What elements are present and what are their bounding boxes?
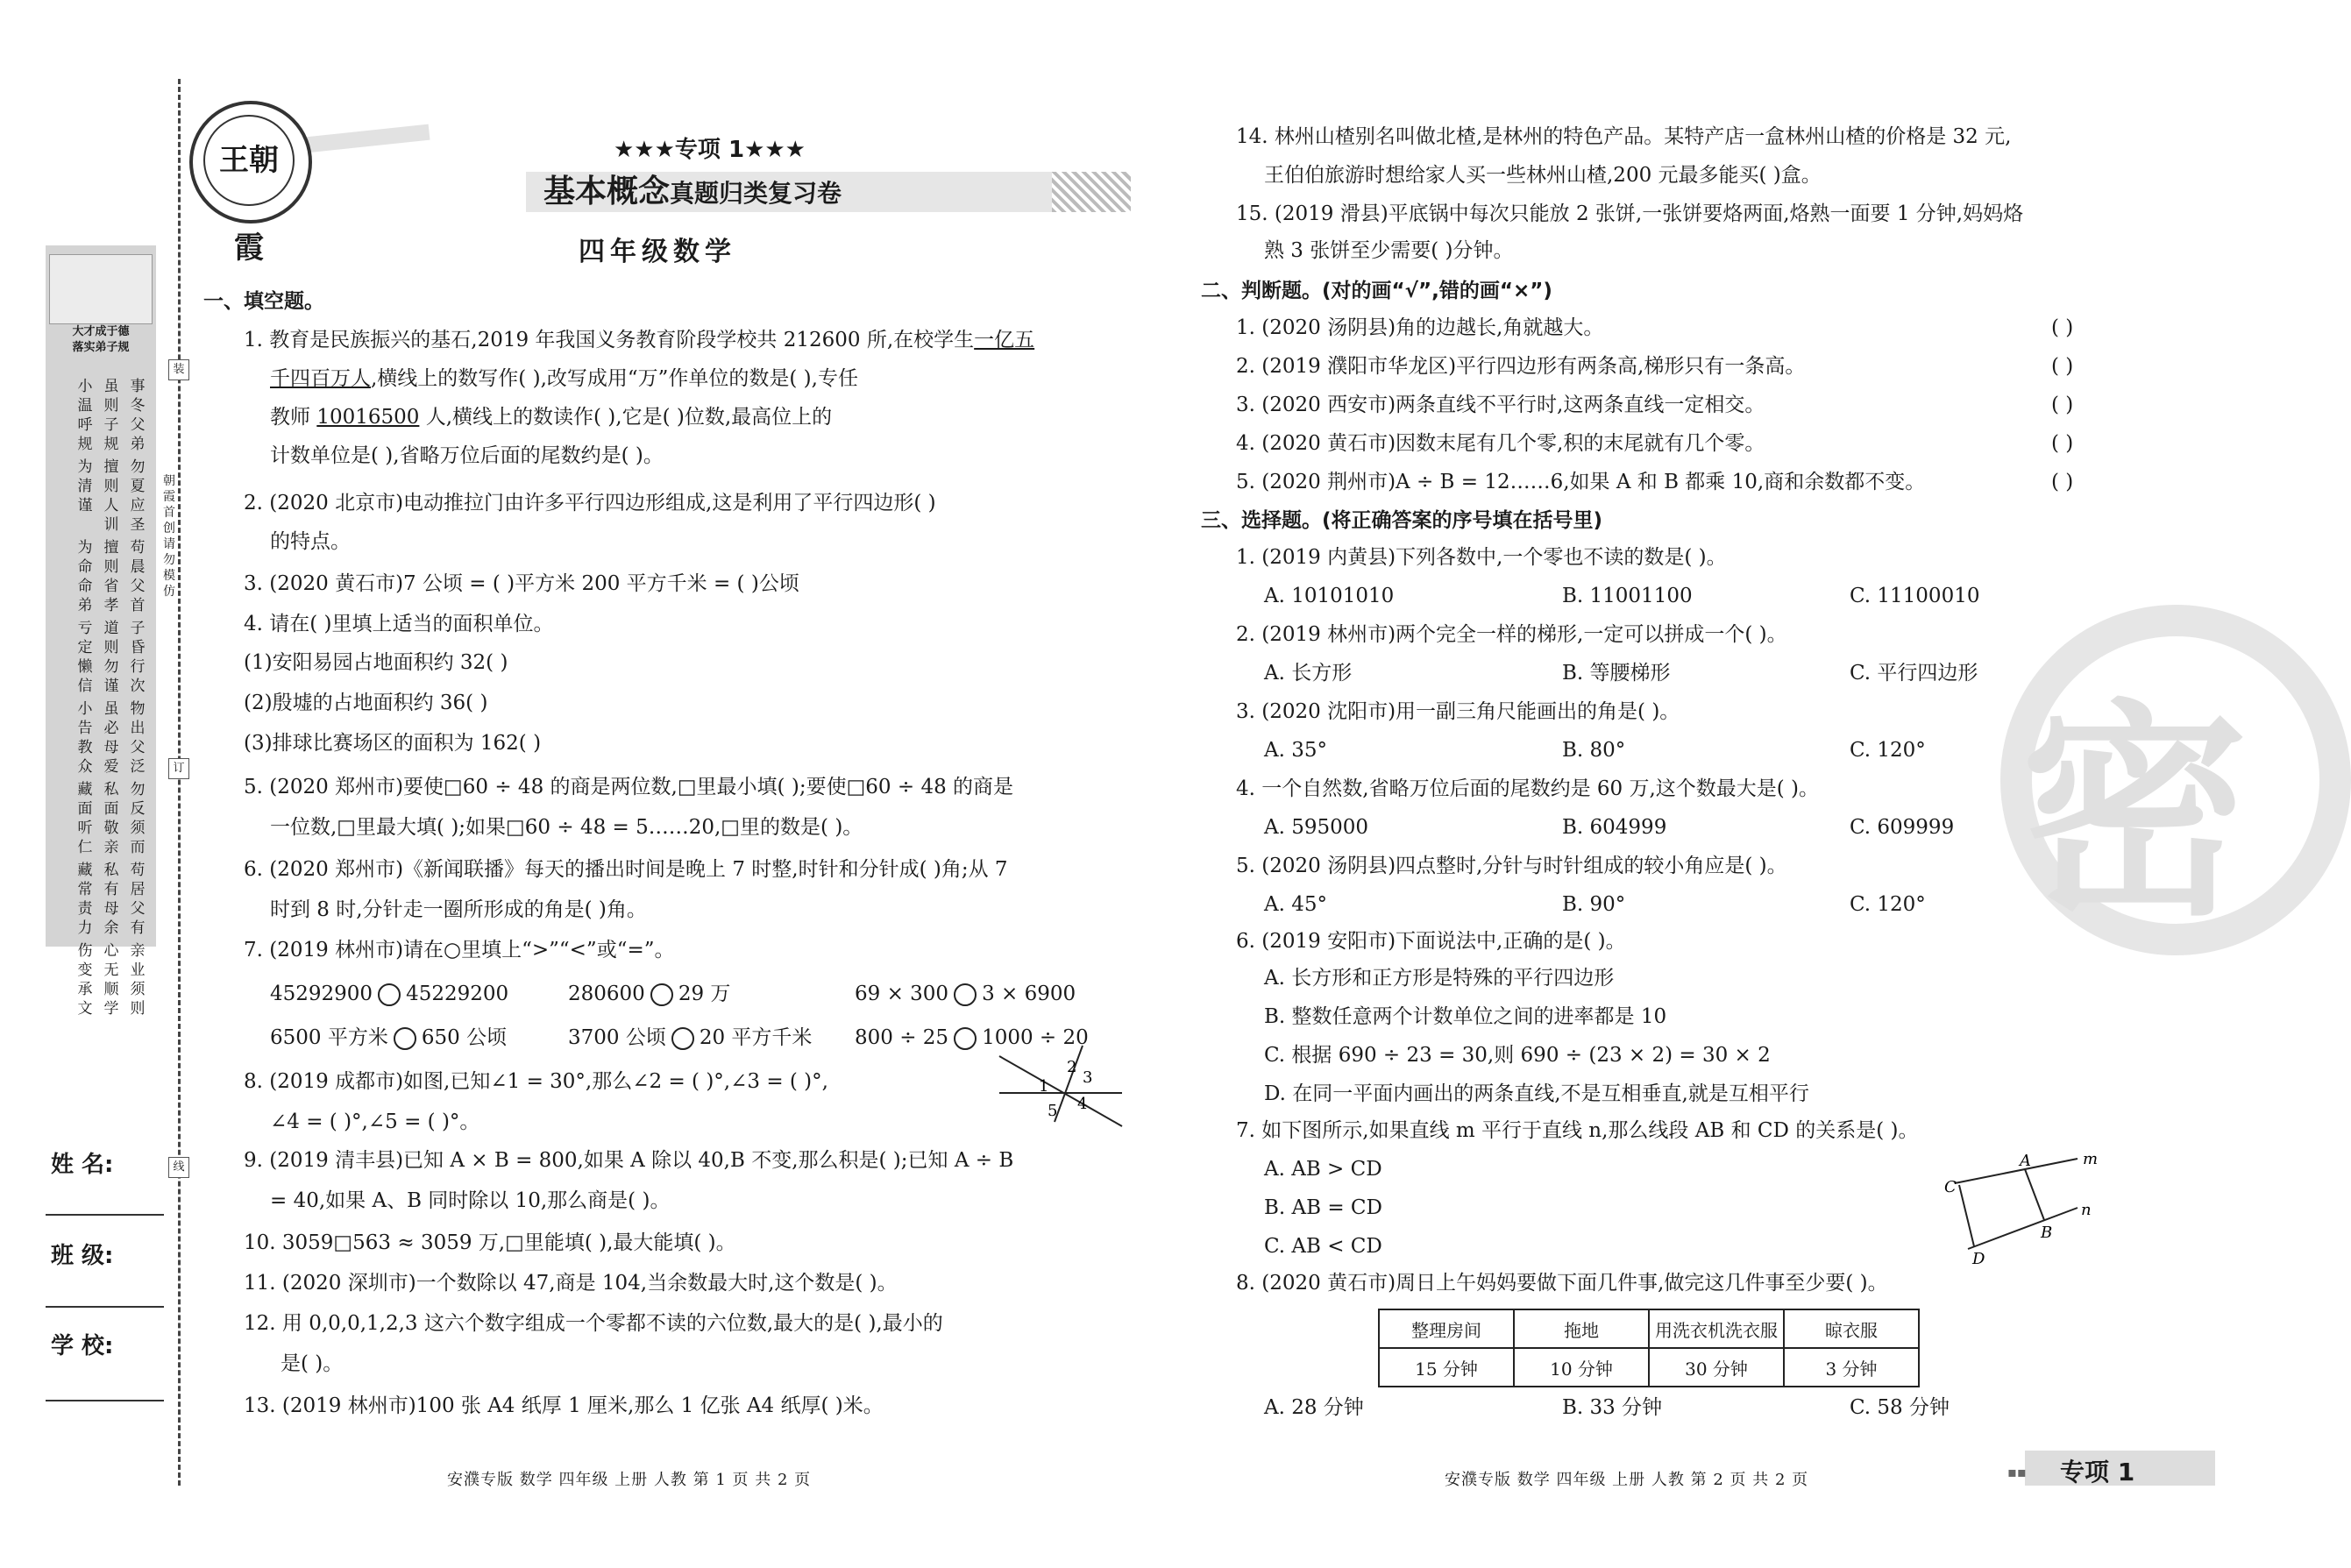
cmp-5a: 3700 公顷	[568, 1026, 666, 1049]
q14-line-2: 王伯伯旅游时想给家人买一些林州山楂,200 元最多能买( )盒。	[1264, 164, 1822, 187]
q2-line-2: 的特点。	[270, 530, 351, 553]
q7r-opt-a: A. AB > CD	[1264, 1158, 1382, 1181]
dizigui-column: 虽则子规	[103, 378, 119, 453]
fig-label-4: 4	[1077, 1095, 1088, 1113]
tag-dots: ▪▪	[2007, 1464, 2027, 1480]
q8-line-2: ∠4 = ( )°,∠5 = ( )°。	[270, 1110, 480, 1133]
fig-label-2: 2	[1067, 1058, 1077, 1076]
cut-mark-2: 订	[168, 758, 189, 779]
q7r-opt-c: C. AB < CD	[1264, 1235, 1382, 1258]
cmp-4a: 6500 平方米	[270, 1026, 388, 1049]
table-cell: 整理房间	[1379, 1309, 1514, 1348]
q14-line-1: 14. 林州山楂别名叫做北楂,是林州的特色产品。某特产店一盒林州山楂的价格是 32 元,	[1236, 125, 2012, 148]
q7-line: 7. (2019 林州市)请在○里填上“>”“<”或“=”。	[244, 939, 675, 961]
cut-mark-3: 线	[168, 1157, 189, 1178]
choice-option: A. 595000	[1264, 816, 1369, 839]
dizigui-column: 小温呼规	[77, 378, 93, 453]
judge-answer-paren[interactable]: ( )	[2051, 316, 2074, 339]
dizigui-column: 子昏行次	[130, 620, 146, 695]
q1-line-4: 计数单位是( ),省略万位后面的尾数约是( )。	[270, 444, 664, 467]
q1-text-a: 1. 教育是民族振兴的基石,2019 年我国义务教育阶段学校共 212600 所,在校学生	[244, 329, 975, 351]
dizigui-column: 勿夏应圣	[130, 458, 146, 534]
q1-text-b: ,横线上的数写作( ),改写成用“万”作单位的数是( ),专任	[371, 367, 858, 390]
q8r-line: 8. (2020 黄石市)周日上午妈妈要做下面几件事,做完这几件事至少要( )。	[1236, 1272, 1888, 1295]
q6r-opt-a: A. 长方形和正方形是特殊的平行四边形	[1264, 967, 1615, 990]
q8-line-1: 8. (2019 成都市)如图,已知∠1 = 30°,那么∠2 = ( )°,∠3 = ( )°,	[244, 1070, 828, 1093]
dizigui-column: 擅则人训	[103, 458, 119, 534]
banner-stripe	[1052, 172, 1131, 212]
choice-question: 1. (2019 内黄县)下列各数中,一个零也不读的数是( )。	[1236, 546, 1727, 569]
dizigui-column: 藏常责力	[77, 862, 93, 937]
table-cell: 3 分钟	[1784, 1348, 1919, 1387]
dizigui-column: 勿反须而	[130, 781, 146, 856]
footer-page-2: 安濮专版 数学 四年级 上册 人教 第 2 页 共 2 页	[1445, 1471, 1809, 1489]
dizigui-column: 伤变承文	[77, 942, 93, 1018]
q8r-opt-c: C. 58 分钟	[1850, 1396, 1950, 1419]
q7r-line: 7. 如下图所示,如果直线 m 平行于直线 n,那么线段 AB 和 CD 的关系是( )。	[1236, 1119, 1919, 1142]
q1-text-d: 人,横线上的数读作( ),它是( )位数,最高位上的	[419, 406, 833, 429]
school-line[interactable]	[46, 1400, 164, 1401]
footer-page-1: 安濮专版 数学 四年级 上册 人教 第 1 页 共 2 页	[447, 1471, 812, 1489]
corner-tag-label: 专项 1	[2060, 1458, 2135, 1486]
dizigui-column: 私有母余	[103, 862, 119, 937]
cmp-2a: 280600	[568, 983, 645, 1005]
line-n	[1968, 1208, 2078, 1249]
compare-row-2	[270, 1025, 507, 1050]
dizigui-column: 苟晨父首	[130, 539, 146, 614]
parallel-lines-figure	[1937, 1148, 2099, 1268]
q1-line-1	[244, 328, 1034, 352]
compare-row-1	[270, 982, 508, 1006]
q4-sub-2: (2)殷墟的占地面积约 36( )	[244, 692, 488, 714]
judge-answer-paren[interactable]: ( )	[2051, 355, 2074, 378]
chores-table	[1378, 1309, 1920, 1387]
line-m	[1955, 1159, 2078, 1183]
cut-mark-1: 装	[168, 359, 189, 380]
dizigui-column: 亏定懒信	[77, 620, 93, 695]
q8r-opt-a: A. 28 分钟	[1264, 1396, 1364, 1419]
dizigui-column: 物出父泛	[130, 700, 146, 776]
choice-option: A. 35°	[1264, 739, 1327, 762]
choice-option: A. 45°	[1264, 893, 1327, 916]
q9-line-2: = 40,如果 A、B 同时除以 10,那么商是( )。	[270, 1189, 671, 1212]
q6r-line: 6. (2019 安阳市)下面说法中,正确的是( )。	[1236, 930, 1626, 953]
q6r-opt-b: B. 整数任意两个计数单位之间的进率都是 10	[1264, 1005, 1667, 1028]
q4-sub-3: (3)排球比赛场区的面积为 162( )	[244, 732, 542, 755]
choice-option: C. 11100010	[1850, 585, 1980, 607]
dizigui-column: 苟居父有	[130, 862, 146, 937]
fig7-label-b: B	[2041, 1224, 2053, 1242]
brand-logo	[189, 101, 312, 266]
fig7-label-a: A	[2020, 1152, 2031, 1170]
q1-underlined-a: 一亿五	[974, 329, 1035, 351]
q12-line-2: 是( )。	[281, 1352, 344, 1375]
judge-item: 4. (2020 黄石市)因数末尾有几个零,积的末尾就有几个零。	[1236, 432, 1765, 455]
choice-option: A. 10101010	[1264, 585, 1395, 607]
motto-line-2: 落实弟子规	[72, 341, 130, 354]
title-main: 基本概念	[543, 174, 671, 209]
compare-circle[interactable]	[954, 983, 977, 1006]
choice-question: 3. (2020 沈阳市)用一副三角尺能画出的角是( )。	[1236, 700, 1680, 723]
dizigui-column: 亲业须则	[130, 942, 146, 1018]
dizigui-column: 小告教众	[77, 700, 93, 776]
judge-answer-paren[interactable]: ( )	[2051, 471, 2074, 493]
section-judge: 二、判断题。(对的画“√”,错的画“×”)	[1201, 280, 1552, 302]
dizigui-column: 私面敬亲	[103, 781, 119, 856]
q9-line-1: 9. (2019 清丰县)已知 A × B = 800,如果 A 除以 40,B 不变,那么积是( );已知 A ÷ B	[244, 1149, 1014, 1172]
cut-line	[178, 79, 181, 1486]
special-label: ★★★专项 1★★★	[614, 137, 806, 163]
compare-row-1c	[855, 982, 1076, 1006]
choice-option: A. 长方形	[1264, 662, 1353, 685]
table-cell: 用洗衣机洗衣服	[1649, 1309, 1784, 1348]
q11-line: 11. (2020 深圳市)一个数除以 47,商是 104,当余数最大时,这个数是( )。	[244, 1272, 898, 1295]
q7r-opt-b: B. AB = CD	[1264, 1196, 1382, 1219]
judge-answer-paren[interactable]: ( )	[2051, 432, 2074, 455]
fig-label-1: 1	[1039, 1077, 1049, 1096]
q1-line-2	[270, 366, 858, 391]
segment-cd	[1959, 1185, 1974, 1246]
compare-circle[interactable]	[378, 983, 401, 1006]
cmp-3a: 69 × 300	[855, 983, 949, 1005]
q6r-opt-d: D. 在同一平面内画出的两条直线,不是互相垂直,就是互相平行	[1264, 1082, 1809, 1105]
table-header-row	[1379, 1309, 1919, 1348]
cmp-4b: 650 公顷	[421, 1026, 508, 1049]
judge-answer-paren[interactable]: ( )	[2051, 394, 2074, 416]
choice-option: C. 120°	[1850, 739, 1926, 762]
q2-line-1: 2. (2020 北京市)电动推拉门由许多平行四边形组成,这是利用了平行四边形( )	[244, 492, 936, 514]
cmp-6b: 1000 ÷ 20	[982, 1026, 1089, 1049]
q4-sub-1: (1)安阳易园占地面积约 32( )	[244, 651, 508, 674]
fig-label-5: 5	[1048, 1102, 1058, 1120]
q5-line-2: 一位数,□里最大填( );如果□60 ÷ 48 = 5……20,□里的数是( )。	[270, 816, 863, 839]
sidebar-motto	[51, 324, 151, 356]
cmp-2b: 29 万	[678, 983, 731, 1005]
table-cell: 晾衣服	[1784, 1309, 1919, 1348]
q6r-opt-c: C. 根据 690 ÷ 23 = 30,则 690 ÷ (23 × 2) = 30 × 2	[1264, 1044, 1771, 1067]
fig7-label-d: D	[1972, 1250, 1985, 1268]
dizigui-column: 藏面听仁	[77, 781, 93, 856]
cmp-1b: 45229200	[406, 983, 509, 1005]
table-cell: 拖地	[1514, 1309, 1649, 1348]
choice-option: C. 120°	[1850, 893, 1926, 916]
q1-text-c: 教师	[270, 406, 317, 429]
compare-circle[interactable]	[650, 983, 673, 1006]
secret-seal-char: 密	[2021, 682, 2248, 947]
q6-line-2: 时到 8 时,分针走一圈所形成的角是( )角。	[270, 898, 647, 921]
table-row	[1379, 1348, 1919, 1387]
table-cell: 30 分钟	[1649, 1348, 1784, 1387]
table-cell: 10 分钟	[1514, 1348, 1649, 1387]
compare-circle[interactable]	[394, 1027, 416, 1050]
section-fill-blank: 一、填空题。	[203, 290, 324, 313]
judge-item: 3. (2020 西安市)两条直线不平行时,这两条直线一定相交。	[1236, 394, 1765, 416]
compare-circle[interactable]	[671, 1027, 694, 1050]
q1-underlined-b: 千四百万人	[270, 367, 371, 390]
compare-row-1b	[568, 982, 730, 1006]
q1-line-3	[270, 405, 832, 429]
cmp-1a: 45292900	[270, 983, 373, 1005]
choice-option: C. 609999	[1850, 816, 1955, 839]
cmp-6a: 800 ÷ 25	[855, 1026, 949, 1049]
judge-item: 5. (2020 荆州市)A ÷ B = 12……6,如果 A 和 B 都乘 10,商和余数都不变。	[1236, 471, 1926, 493]
cmp-3b: 3 × 6900	[982, 983, 1076, 1005]
copyright-vertical: 朝霞首创 请勿模仿	[163, 474, 175, 599]
q8r-opt-b: B. 33 分钟	[1562, 1396, 1663, 1419]
logo-text: 王朝霞	[203, 115, 295, 206]
q10-line: 10. 3059□563 ≈ 3059 万,□里能填( ),最大能填( )。	[244, 1231, 736, 1254]
class-line[interactable]	[46, 1306, 164, 1308]
table-cell: 15 分钟	[1379, 1348, 1514, 1387]
segment-ab	[2025, 1169, 2044, 1220]
choice-question: 2. (2019 林州市)两个完全一样的梯形,一定可以拼成一个( )。	[1236, 623, 1787, 646]
choice-option: B. 等腰梯形	[1562, 662, 1671, 685]
section-choice: 三、选择题。(将正确答案的序号填在括号里)	[1201, 509, 1603, 532]
judge-item: 2. (2019 濮阳市华龙区)平行四边形有两条高,梯形只有一条高。	[1236, 355, 1806, 378]
q3-line: 3. (2020 黄石市)7 公顷 = ( )平方米 200 平方千米 = ( )公顷	[244, 572, 799, 595]
compare-circle[interactable]	[954, 1027, 977, 1050]
q15-line-1: 15. (2019 滑县)平底锅中每次只能放 2 张饼,一张饼要烙两面,烙熟一面要 1 分钟,妈妈烙	[1236, 202, 2024, 225]
name-label: 姓 名:	[51, 1152, 114, 1178]
choice-question: 5. (2020 汤阴县)四点整时,分针与时针组成的较小角应是( )。	[1236, 855, 1787, 877]
class-label: 班 级:	[51, 1243, 114, 1269]
q1-underlined-c: 10016500	[316, 406, 420, 429]
fig7-label-c: C	[1944, 1178, 1957, 1196]
q4-line: 4. 请在( )里填上适当的面积单位。	[244, 613, 554, 635]
name-line[interactable]	[46, 1214, 164, 1216]
school-label: 学 校:	[51, 1333, 114, 1359]
q12-line-1: 12. 用 0,0,0,1,2,3 这六个数字组成一个零都不读的六位数,最大的是( ),最小的	[244, 1312, 943, 1335]
compare-row-2b	[568, 1025, 812, 1050]
dizigui-column: 虽必母爱	[103, 700, 119, 776]
choice-option: B. 604999	[1562, 816, 1667, 839]
judge-item: 1. (2020 汤阴县)角的边越长,角就越大。	[1236, 316, 1604, 339]
q5-line-1: 5. (2020 郑州市)要使□60 ÷ 48 的商是两位数,□里最小填( );要使□60 ÷ 48 的商是	[244, 776, 1014, 798]
dizigui-column: 为清谨	[77, 458, 93, 514]
angle-figure	[995, 1039, 1126, 1135]
cmp-5b: 20 平方千米	[699, 1026, 813, 1049]
choice-question: 4. 一个自然数,省略万位后面的尾数约是 60 万,这个数最大是( )。	[1236, 777, 1820, 800]
page-title	[543, 172, 842, 214]
choice-option: B. 80°	[1562, 739, 1626, 762]
fig-line-1	[999, 1056, 1122, 1126]
dizigui-column: 事冬父弟	[130, 378, 146, 453]
grade-subject: 四年级数学	[579, 237, 736, 267]
fig7-label-m: m	[2083, 1150, 2099, 1168]
fig7-label-n: n	[2081, 1201, 2092, 1219]
motto-line-1: 大才成于德	[72, 325, 130, 338]
dizigui-column: 道则勿谨	[103, 620, 119, 695]
q15-line-2: 熟 3 张饼至少需要( )分钟。	[1264, 239, 1514, 262]
choice-option: C. 平行四边形	[1850, 662, 1978, 685]
q13-line: 13. (2019 林州市)100 张 A4 纸厚 1 厘米,那么 1 亿张 A4 纸厚( )米。	[244, 1394, 884, 1417]
dizigui-column: 擅则省孝	[103, 539, 119, 614]
dizigui-column: 心无顺学	[103, 942, 119, 1018]
q6-line-1: 6. (2020 郑州市)《新闻联播》每天的播出时间是晚上 7 时整,时针和分针成( )角;从 7	[244, 858, 1008, 881]
choice-option: B. 11001100	[1562, 585, 1693, 607]
choice-option: B. 90°	[1562, 893, 1626, 916]
dizigui-column: 为命命弟	[77, 539, 93, 614]
fig-label-3: 3	[1083, 1068, 1093, 1087]
scholar-illustration	[49, 254, 153, 324]
title-sub: 真题归类复习卷	[670, 179, 842, 208]
